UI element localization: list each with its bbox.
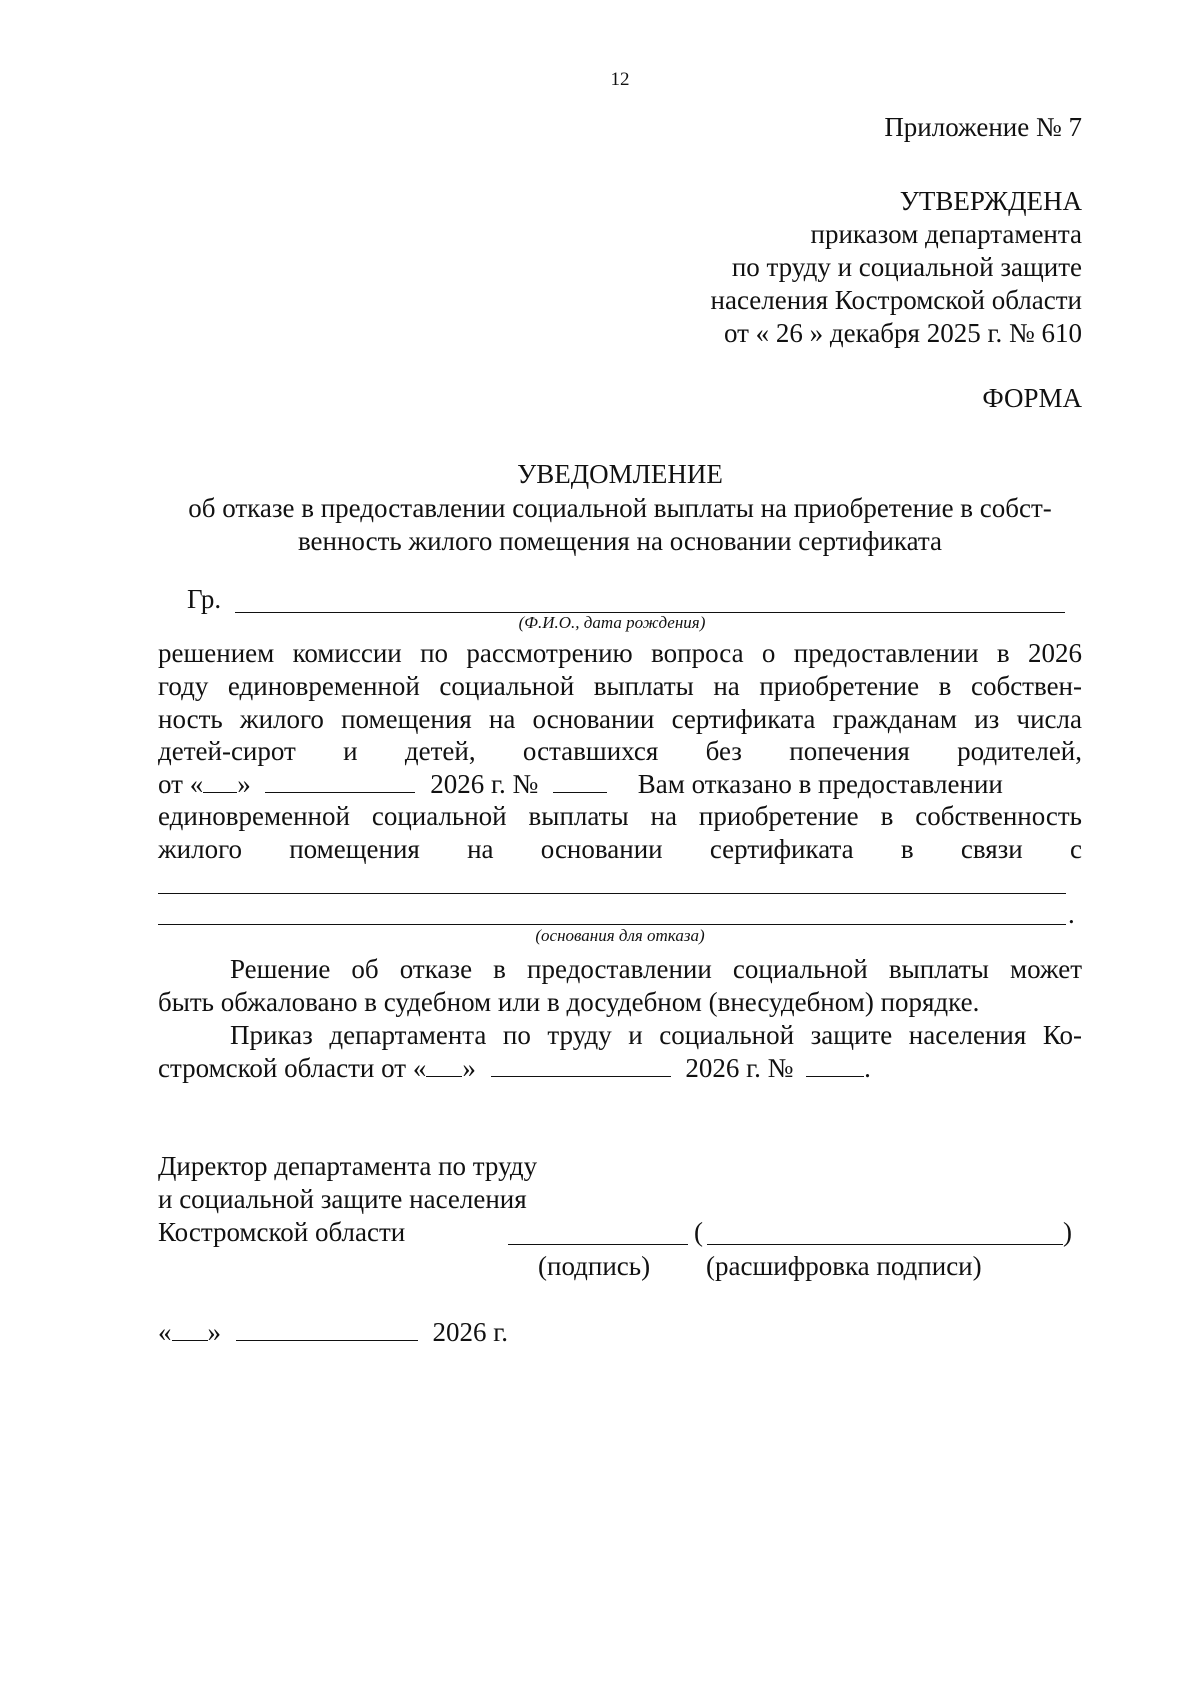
signature-close-paren: ) — [1063, 1217, 1072, 1247]
approval-order-line-3: населения Костромской области — [710, 285, 1082, 315]
date-line — [158, 1316, 508, 1348]
order-line-1: Приказ департамента по труду и социальной защите населения Ко- — [230, 1020, 1082, 1050]
appeal-line-2: быть обжаловано в судебном или в досудебном (внесудебном) порядке. — [158, 987, 980, 1017]
signature-field — [508, 1244, 688, 1245]
body-line-7: жилого помещения на основании сертификата в связи с — [158, 834, 1082, 864]
reason-caption: (основания для отказа) — [535, 926, 705, 945]
body-line-2: году единовременной социальной выплаты на приобретение в собствен- — [158, 671, 1082, 701]
order-day-field — [426, 1052, 462, 1077]
date-close-quote: » — [207, 1317, 221, 1347]
reason-end-period: . — [1068, 899, 1075, 929]
document-title: УВЕДОМЛЕНИЕ — [517, 459, 723, 489]
document-subtitle-line-2: венность жилого помещения на основании сертификата — [297, 526, 943, 556]
date-year-text: 2026 г. — [432, 1317, 509, 1347]
approval-order-line-1: приказом департамента — [810, 219, 1082, 249]
approved-label: УТВЕРЖДЕНА — [899, 186, 1082, 216]
order-year-text: 2026 г. № — [685, 1053, 794, 1083]
signature-open-paren: ( — [694, 1217, 703, 1247]
appeal-line-1: Решение об отказе в предоставлении социальной выплаты может — [230, 954, 1082, 984]
order-date-open-text: стромской области от « — [158, 1053, 427, 1083]
page-number: 12 — [610, 69, 630, 90]
citizen-field-caption: (Ф.И.О., дата рождения) — [518, 613, 706, 632]
approval-order-line-4: от « 26 » декабря 2025 г. № 610 — [723, 318, 1082, 348]
order-month-field — [491, 1052, 671, 1077]
document-subtitle-line-1: об отказе в предоставлении социальной выплаты на приобретение в собст- — [188, 493, 1052, 523]
decision-number-field — [553, 768, 607, 793]
decision-year-text: 2026 г. № — [430, 769, 539, 799]
reason-field-line-1 — [158, 893, 1066, 894]
date-open-text: от « — [158, 769, 204, 799]
signature-decode-field — [707, 1244, 1063, 1245]
body-line-1: решением комиссии по рассмотрению вопроса о предоставлении в 2026 — [158, 638, 1082, 668]
signature-decode-caption: (расшифровка подписи) — [706, 1251, 982, 1281]
body-line-4: детей-сирот и детей, оставшихся без попечения родителей, — [158, 736, 1082, 766]
signatory-line-2: и социальной защите населения — [158, 1184, 527, 1214]
body-line-3: ность жилого помещения на основании сертификата гражданам из числа — [158, 704, 1082, 734]
form-label: ФОРМА — [982, 383, 1082, 413]
refusal-text: Вам отказано в предоставлении — [637, 769, 1003, 799]
citizen-prefix: Гр. — [187, 584, 222, 614]
date-open-quote: « — [158, 1317, 172, 1347]
body-line-6: единовременной социальной выплаты на приобретение в собственность — [158, 801, 1082, 831]
signature-caption: (подпись) — [538, 1251, 651, 1281]
signatory-line-3: Костромской области — [158, 1217, 406, 1247]
body-line-5 — [158, 768, 1003, 800]
date-month-field — [236, 1316, 418, 1341]
reason-field-line-2 — [158, 924, 1066, 925]
decision-month-field — [265, 768, 415, 793]
order-date-close-quote: » — [462, 1053, 476, 1083]
signatory-line-1: Директор департамента по труду — [158, 1151, 538, 1181]
approval-order-line-2: по труду и социальной защите — [731, 252, 1082, 282]
date-day-field — [172, 1316, 208, 1341]
order-line-2 — [158, 1052, 871, 1084]
order-end-period: . — [864, 1053, 871, 1083]
date-close-quote: » — [237, 769, 251, 799]
decision-day-field — [203, 768, 237, 793]
order-number-field — [806, 1052, 864, 1077]
annex-number: Приложение № 7 — [884, 112, 1082, 142]
